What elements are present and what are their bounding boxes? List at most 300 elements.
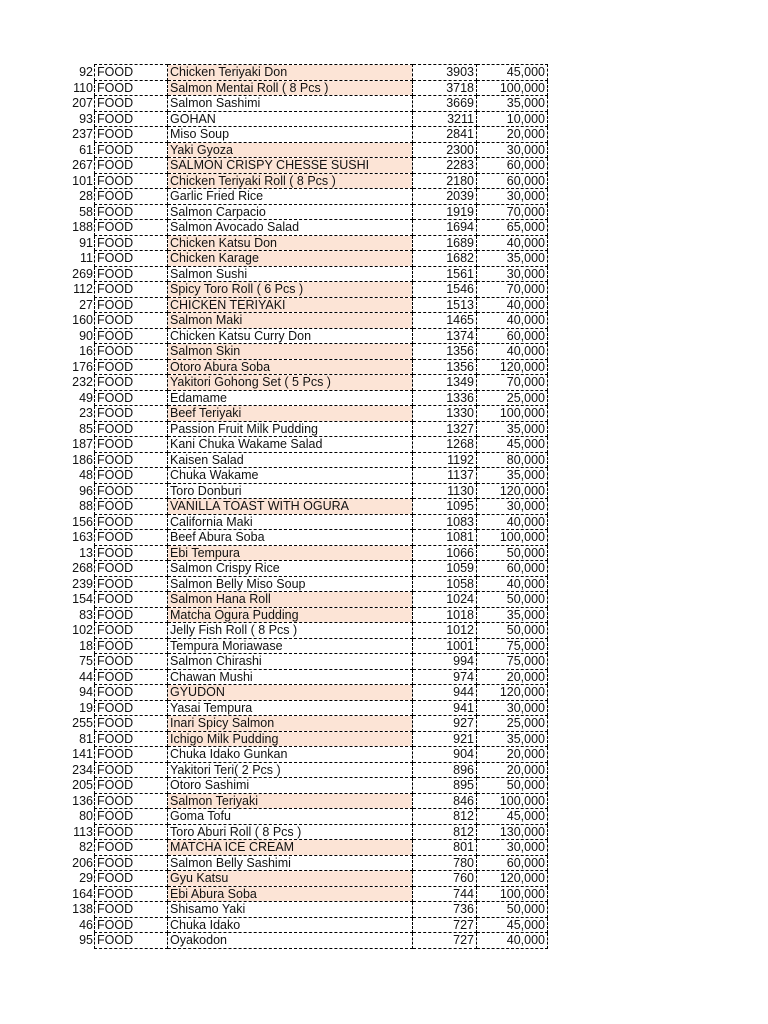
row-id-cell[interactable]: 186: [72, 452, 93, 467]
price-cell[interactable]: 120,000: [477, 359, 548, 375]
price-cell[interactable]: 40,000: [477, 344, 548, 360]
quantity-cell[interactable]: 1083: [413, 514, 477, 530]
price-cell[interactable]: 60,000: [477, 328, 548, 344]
item-name-cell[interactable]: Inari Spicy Salmon: [168, 716, 413, 732]
quantity-cell[interactable]: 1465: [413, 313, 477, 329]
row-id-cell[interactable]: 46: [79, 917, 93, 932]
category-cell[interactable]: FOOD: [95, 514, 168, 530]
spreadsheet: [40, 64, 548, 949]
price-cell[interactable]: 20,000: [477, 669, 548, 685]
row-id-cell[interactable]: 82: [79, 840, 93, 854]
item-name-cell[interactable]: Yakitori Teri( 2 Pcs ): [168, 762, 413, 778]
price-cell[interactable]: 20,000: [477, 762, 548, 778]
row-id-cell[interactable]: 102: [72, 623, 93, 637]
item-name-cell[interactable]: Edamame: [168, 390, 413, 406]
category-cell[interactable]: FOOD: [95, 685, 168, 701]
category-cell[interactable]: FOOD: [95, 251, 168, 267]
row-id-cell[interactable]: 110: [73, 80, 93, 95]
table-body: [40, 65, 548, 949]
item-name-cell[interactable]: GOHAN: [168, 111, 413, 127]
price-cell[interactable]: 75,000: [477, 638, 548, 654]
price-cell[interactable]: 35,000: [477, 251, 548, 267]
category-cell[interactable]: FOOD: [95, 886, 168, 902]
category-cell[interactable]: FOOD: [95, 80, 168, 96]
table-row: [40, 654, 548, 670]
category-cell[interactable]: FOOD: [95, 235, 168, 251]
category-cell[interactable]: FOOD: [95, 499, 168, 515]
row-id-cell[interactable]: 16: [79, 344, 93, 358]
table-row: [40, 483, 548, 499]
quantity-cell[interactable]: 974: [413, 669, 477, 685]
row-id-cell[interactable]: 80: [79, 809, 93, 823]
category-cell[interactable]: FOOD: [95, 452, 168, 468]
quantity-cell[interactable]: 1137: [413, 468, 477, 484]
quantity-cell[interactable]: 1066: [413, 545, 477, 561]
row-id-cell[interactable]: 269: [72, 266, 93, 281]
price-cell[interactable]: 50,000: [477, 902, 548, 918]
quantity-cell[interactable]: 2039: [413, 189, 477, 205]
item-name-cell[interactable]: Ebi Tempura: [168, 545, 413, 561]
table-row: [40, 824, 548, 840]
price-cell[interactable]: 120,000: [477, 685, 548, 701]
category-cell[interactable]: FOOD: [95, 127, 168, 143]
row-id-cell[interactable]: 267: [72, 158, 93, 172]
category-cell[interactable]: FOOD: [95, 933, 168, 949]
category-cell[interactable]: FOOD: [95, 297, 168, 313]
price-cell[interactable]: 60,000: [477, 173, 548, 189]
quantity-cell[interactable]: 1130: [413, 483, 477, 499]
quantity-cell[interactable]: 1330: [413, 406, 477, 422]
item-name-cell[interactable]: Spicy Toro Roll ( 6 Pcs ): [168, 282, 413, 298]
table-row: [40, 251, 548, 267]
price-cell[interactable]: 45,000: [477, 65, 548, 81]
category-cell[interactable]: FOOD: [95, 390, 168, 406]
price-cell[interactable]: 20,000: [477, 747, 548, 763]
price-cell[interactable]: 40,000: [477, 297, 548, 313]
category-cell[interactable]: FOOD: [95, 375, 168, 391]
row-id-cell[interactable]: 232: [72, 375, 93, 389]
price-cell[interactable]: 100,000: [477, 80, 548, 96]
category-cell[interactable]: FOOD: [95, 282, 168, 298]
quantity-cell[interactable]: 896: [413, 762, 477, 778]
category-cell[interactable]: FOOD: [95, 576, 168, 592]
item-name-cell[interactable]: Tempura Moriawase: [168, 638, 413, 654]
quantity-cell[interactable]: 927: [413, 716, 477, 732]
table-row: [40, 886, 548, 902]
quantity-cell[interactable]: 1192: [413, 452, 477, 468]
category-cell[interactable]: FOOD: [95, 638, 168, 654]
category-cell[interactable]: FOOD: [95, 871, 168, 887]
price-cell[interactable]: 35,000: [477, 421, 548, 437]
price-cell[interactable]: 35,000: [477, 731, 548, 747]
item-name-cell[interactable]: Ichigo Milk Pudding: [168, 731, 413, 747]
price-cell[interactable]: 100,000: [477, 406, 548, 422]
item-name-cell[interactable]: Salmon Chirashi: [168, 654, 413, 670]
quantity-cell[interactable]: 1682: [413, 251, 477, 267]
quantity-cell[interactable]: 1349: [413, 375, 477, 391]
quantity-cell[interactable]: 1694: [413, 220, 477, 236]
category-cell[interactable]: FOOD: [95, 669, 168, 685]
row-id-cell[interactable]: 91: [79, 235, 93, 250]
row-id-cell[interactable]: 268: [72, 561, 93, 575]
table-row: [40, 855, 548, 871]
item-name-cell[interactable]: Kani Chuka Wakame Salad: [168, 437, 413, 453]
item-name-cell[interactable]: Yaki Gyoza: [168, 142, 413, 158]
price-cell[interactable]: 120,000: [477, 483, 548, 499]
category-cell[interactable]: FOOD: [95, 266, 168, 282]
category-cell[interactable]: FOOD: [95, 747, 168, 763]
row-id-cell[interactable]: 187: [72, 437, 93, 451]
item-name-cell[interactable]: Chuka Idako Gunkan: [168, 747, 413, 763]
row-id-cell[interactable]: 29: [79, 871, 93, 885]
category-cell[interactable]: FOOD: [95, 793, 168, 809]
row-id-cell[interactable]: 160: [72, 313, 93, 327]
quantity-cell[interactable]: 2180: [413, 173, 477, 189]
table-row: [40, 80, 548, 96]
price-cell[interactable]: 45,000: [477, 437, 548, 453]
price-cell[interactable]: 35,000: [477, 607, 548, 623]
price-cell[interactable]: 40,000: [477, 933, 548, 949]
quantity-cell[interactable]: 1001: [413, 638, 477, 654]
item-name-cell[interactable]: Otoro Abura Soba: [168, 359, 413, 375]
row-id-cell[interactable]: 154: [72, 592, 93, 606]
quantity-cell[interactable]: 1356: [413, 359, 477, 375]
row-id-cell[interactable]: 90: [79, 328, 93, 343]
quantity-cell[interactable]: 1268: [413, 437, 477, 453]
category-cell[interactable]: FOOD: [95, 96, 168, 112]
item-name-cell[interactable]: Salmon Belly Miso Soup: [168, 576, 413, 592]
price-cell[interactable]: 75,000: [477, 654, 548, 670]
quantity-cell[interactable]: 1012: [413, 623, 477, 639]
category-cell[interactable]: FOOD: [95, 607, 168, 623]
price-cell[interactable]: 65,000: [477, 220, 548, 236]
quantity-cell[interactable]: 1058: [413, 576, 477, 592]
item-name-cell[interactable]: Miso Soup: [168, 127, 413, 143]
quantity-cell[interactable]: 812: [413, 824, 477, 840]
row-id-cell[interactable]: 49: [79, 390, 93, 405]
category-cell[interactable]: FOOD: [95, 545, 168, 561]
row-id-cell[interactable]: 93: [79, 111, 93, 126]
category-cell[interactable]: FOOD: [95, 406, 168, 422]
item-name-cell[interactable]: Toro Aburi Roll ( 8 Pcs ): [168, 824, 413, 840]
item-name-cell[interactable]: Salmon Teriyaki: [168, 793, 413, 809]
row-id-cell[interactable]: 255: [72, 716, 93, 730]
item-name-cell[interactable]: Yakitori Gohong Set ( 5 Pcs ): [168, 375, 413, 391]
item-name-cell[interactable]: Salmon Skin: [168, 344, 413, 360]
price-cell[interactable]: 40,000: [477, 235, 548, 251]
category-cell[interactable]: FOOD: [95, 173, 168, 189]
category-cell[interactable]: FOOD: [95, 840, 168, 856]
row-id-cell[interactable]: 85: [79, 421, 93, 436]
item-name-cell[interactable]: Jelly Fish Roll ( 8 Pcs ): [168, 623, 413, 639]
category-cell[interactable]: FOOD: [95, 359, 168, 375]
item-name-cell[interactable]: Chicken Teriyaki Don: [168, 65, 413, 81]
row-id-cell[interactable]: 101: [72, 173, 93, 188]
category-cell[interactable]: FOOD: [95, 220, 168, 236]
item-name-cell[interactable]: SALMON CRISPY CHESSE SUSHI: [168, 158, 413, 174]
item-name-cell[interactable]: Chicken Katsu Don: [168, 235, 413, 251]
quantity-cell[interactable]: 1689: [413, 235, 477, 251]
item-name-cell[interactable]: Chicken Teriyaki Roll ( 8 Pcs ): [168, 173, 413, 189]
row-id-cell[interactable]: 237: [72, 127, 93, 141]
row-id-cell[interactable]: 96: [79, 483, 93, 498]
item-name-cell[interactable]: Salmon Sashimi: [168, 96, 413, 112]
row-id-cell[interactable]: 112: [73, 282, 93, 296]
price-cell[interactable]: 35,000: [477, 96, 548, 112]
row-id-cell[interactable]: 88: [79, 499, 93, 513]
row-id-cell[interactable]: 58: [79, 204, 93, 219]
table-row: [40, 638, 548, 654]
quantity-cell[interactable]: 1513: [413, 297, 477, 313]
row-id-cell[interactable]: 13: [79, 545, 93, 560]
category-cell[interactable]: FOOD: [95, 654, 168, 670]
row-id-cell[interactable]: 75: [79, 654, 93, 668]
quantity-cell[interactable]: 1059: [413, 561, 477, 577]
price-cell[interactable]: 45,000: [477, 809, 548, 825]
item-name-cell[interactable]: Salmon Crispy Rice: [168, 561, 413, 577]
row-id-cell[interactable]: 239: [72, 576, 93, 591]
price-cell[interactable]: 70,000: [477, 375, 548, 391]
price-cell[interactable]: 30,000: [477, 189, 548, 205]
price-cell[interactable]: 30,000: [477, 142, 548, 158]
category-cell[interactable]: FOOD: [95, 731, 168, 747]
item-name-cell[interactable]: VANILLA TOAST WITH OGURA: [168, 499, 413, 515]
item-name-cell[interactable]: Matcha Ogura Pudding: [168, 607, 413, 623]
category-cell[interactable]: FOOD: [95, 483, 168, 499]
item-name-cell[interactable]: Salmon Carpacio: [168, 204, 413, 220]
row-id-cell[interactable]: 141: [72, 747, 93, 761]
category-cell[interactable]: FOOD: [95, 778, 168, 794]
row-id-cell[interactable]: 234: [72, 762, 93, 777]
category-cell[interactable]: FOOD: [95, 623, 168, 639]
category-cell[interactable]: FOOD: [95, 902, 168, 918]
price-cell[interactable]: 40,000: [477, 514, 548, 530]
price-cell[interactable]: 130,000: [477, 824, 548, 840]
item-name-cell[interactable]: Chuka Idako: [168, 917, 413, 933]
category-cell[interactable]: FOOD: [95, 700, 168, 716]
category-cell[interactable]: FOOD: [95, 142, 168, 158]
category-cell[interactable]: FOOD: [95, 809, 168, 825]
quantity-cell[interactable]: 3211: [413, 111, 477, 127]
quantity-cell[interactable]: 1024: [413, 592, 477, 608]
price-cell[interactable]: 50,000: [477, 592, 548, 608]
price-cell[interactable]: 70,000: [477, 282, 548, 298]
quantity-cell[interactable]: 2841: [413, 127, 477, 143]
price-cell[interactable]: 100,000: [477, 530, 548, 546]
quantity-cell[interactable]: 727: [413, 917, 477, 933]
quantity-cell[interactable]: 3669: [413, 96, 477, 112]
row-id-cell[interactable]: 207: [72, 96, 93, 110]
item-name-cell[interactable]: Salmon Sushi: [168, 266, 413, 282]
item-name-cell[interactable]: Chicken Katsu Curry Don: [168, 328, 413, 344]
category-cell[interactable]: FOOD: [95, 561, 168, 577]
item-name-cell[interactable]: Beef Teriyaki: [168, 406, 413, 422]
item-name-cell[interactable]: Beef Abura Soba: [168, 530, 413, 546]
price-cell[interactable]: 20,000: [477, 127, 548, 143]
quantity-cell[interactable]: 1919: [413, 204, 477, 220]
item-name-cell[interactable]: Chicken Karage: [168, 251, 413, 267]
category-cell[interactable]: FOOD: [95, 437, 168, 453]
category-cell[interactable]: FOOD: [95, 421, 168, 437]
item-name-cell[interactable]: Ebi Abura Soba: [168, 886, 413, 902]
quantity-cell[interactable]: 1081: [413, 530, 477, 546]
quantity-cell[interactable]: 1561: [413, 266, 477, 282]
quantity-cell[interactable]: 904: [413, 747, 477, 763]
price-cell[interactable]: 100,000: [477, 886, 548, 902]
quantity-cell[interactable]: 941: [413, 700, 477, 716]
item-name-cell[interactable]: Chawan Mushi: [168, 669, 413, 685]
quantity-cell[interactable]: 944: [413, 685, 477, 701]
row-id-cell[interactable]: 94: [79, 685, 93, 699]
row-id-cell[interactable]: 11: [80, 251, 93, 265]
item-name-cell[interactable]: CHICKEN TERIYAKI: [168, 297, 413, 313]
category-cell[interactable]: FOOD: [95, 158, 168, 174]
price-cell[interactable]: 10,000: [477, 111, 548, 127]
quantity-cell[interactable]: 727: [413, 933, 477, 949]
item-name-cell[interactable]: Salmon Maki: [168, 313, 413, 329]
category-cell[interactable]: FOOD: [95, 762, 168, 778]
category-cell[interactable]: FOOD: [95, 111, 168, 127]
price-cell[interactable]: 25,000: [477, 716, 548, 732]
row-id-cell[interactable]: 48: [79, 468, 93, 482]
item-name-cell[interactable]: Toro Donburi: [168, 483, 413, 499]
row-id-cell[interactable]: 28: [79, 189, 93, 203]
price-cell[interactable]: 40,000: [477, 576, 548, 592]
quantity-cell[interactable]: 801: [413, 840, 477, 856]
row-id-cell[interactable]: 44: [79, 669, 93, 684]
quantity-cell[interactable]: 1374: [413, 328, 477, 344]
table-row: [40, 220, 548, 236]
item-name-cell[interactable]: Kaisen Salad: [168, 452, 413, 468]
row-id-cell[interactable]: 138: [72, 902, 93, 916]
row-id-cell[interactable]: 61: [79, 142, 93, 157]
item-name-cell[interactable]: Oyakodon: [168, 933, 413, 949]
quantity-cell[interactable]: 994: [413, 654, 477, 670]
item-name-cell[interactable]: Goma Tofu: [168, 809, 413, 825]
row-id-cell[interactable]: 156: [72, 514, 93, 529]
price-cell[interactable]: 45,000: [477, 917, 548, 933]
category-cell[interactable]: FOOD: [95, 204, 168, 220]
item-name-cell[interactable]: Salmon Mentai Roll ( 8 Pcs ): [168, 80, 413, 96]
row-id-cell[interactable]: 188: [72, 220, 93, 234]
price-cell[interactable]: 30,000: [477, 840, 548, 856]
quantity-cell[interactable]: 1018: [413, 607, 477, 623]
row-id-cell[interactable]: 18: [79, 638, 93, 653]
price-cell[interactable]: 30,000: [477, 499, 548, 515]
table-row: [40, 545, 548, 561]
category-cell[interactable]: FOOD: [95, 328, 168, 344]
quantity-cell[interactable]: 846: [413, 793, 477, 809]
category-cell[interactable]: FOOD: [95, 189, 168, 205]
row-id-cell[interactable]: 164: [72, 886, 93, 901]
quantity-cell[interactable]: 895: [413, 778, 477, 794]
row-id-cell[interactable]: 23: [79, 406, 93, 420]
row-id-cell[interactable]: 176: [72, 359, 93, 374]
quantity-cell[interactable]: 744: [413, 886, 477, 902]
table-row: [40, 793, 548, 809]
category-cell[interactable]: FOOD: [95, 716, 168, 732]
item-name-cell[interactable]: MATCHA ICE CREAM: [168, 840, 413, 856]
price-cell[interactable]: 100,000: [477, 793, 548, 809]
price-cell[interactable]: 60,000: [477, 158, 548, 174]
price-cell[interactable]: 50,000: [477, 545, 548, 561]
price-cell[interactable]: 70,000: [477, 204, 548, 220]
category-cell[interactable]: FOOD: [95, 855, 168, 871]
category-cell[interactable]: FOOD: [95, 917, 168, 933]
price-cell[interactable]: 40,000: [477, 313, 548, 329]
row-id-cell[interactable]: 92: [79, 65, 93, 79]
item-name-cell[interactable]: Otoro Sashimi: [168, 778, 413, 794]
item-name-cell[interactable]: Salmon Belly Sashimi: [168, 855, 413, 871]
category-cell[interactable]: FOOD: [95, 313, 168, 329]
quantity-cell[interactable]: 1356: [413, 344, 477, 360]
quantity-cell[interactable]: 921: [413, 731, 477, 747]
table-row: [40, 669, 548, 685]
row-id-cell[interactable]: 27: [79, 297, 93, 312]
price-cell[interactable]: 50,000: [477, 778, 548, 794]
item-name-cell[interactable]: Passion Fruit Milk Pudding: [168, 421, 413, 437]
price-cell[interactable]: 60,000: [477, 855, 548, 871]
price-cell[interactable]: 25,000: [477, 390, 548, 406]
category-cell[interactable]: FOOD: [95, 530, 168, 546]
quantity-cell[interactable]: 736: [413, 902, 477, 918]
item-name-cell[interactable]: Salmon Hana Roll: [168, 592, 413, 608]
row-id-cell[interactable]: 19: [79, 700, 93, 715]
row-id-cell[interactable]: 136: [72, 793, 93, 808]
row-id-cell[interactable]: 81: [79, 731, 93, 746]
category-cell[interactable]: FOOD: [95, 824, 168, 840]
price-cell[interactable]: 30,000: [477, 266, 548, 282]
quantity-cell[interactable]: 3903: [413, 65, 477, 81]
category-cell[interactable]: FOOD: [95, 344, 168, 360]
price-cell[interactable]: 35,000: [477, 468, 548, 484]
quantity-cell[interactable]: 1336: [413, 390, 477, 406]
price-cell[interactable]: 50,000: [477, 623, 548, 639]
category-cell[interactable]: FOOD: [95, 65, 168, 81]
item-name-cell[interactable]: Gyu Katsu: [168, 871, 413, 887]
row-id-cell[interactable]: 163: [72, 530, 93, 544]
item-name-cell[interactable]: Garlic Fried Rice: [168, 189, 413, 205]
quantity-cell[interactable]: 2283: [413, 158, 477, 174]
item-name-cell[interactable]: Salmon Avocado Salad: [168, 220, 413, 236]
price-cell[interactable]: 30,000: [477, 700, 548, 716]
quantity-cell[interactable]: 1095: [413, 499, 477, 515]
item-name-cell[interactable]: GYUDON: [168, 685, 413, 701]
price-cell[interactable]: 120,000: [477, 871, 548, 887]
price-cell[interactable]: 80,000: [477, 452, 548, 468]
quantity-cell[interactable]: 1327: [413, 421, 477, 437]
quantity-cell[interactable]: 812: [413, 809, 477, 825]
category-cell[interactable]: FOOD: [95, 592, 168, 608]
row-id-cell[interactable]: 95: [79, 933, 93, 947]
quantity-cell[interactable]: 2300: [413, 142, 477, 158]
row-id-cell[interactable]: 205: [72, 778, 93, 792]
item-name-cell[interactable]: Shisamo Yaki: [168, 902, 413, 918]
item-name-cell[interactable]: Chuka Wakame: [168, 468, 413, 484]
row-id-cell[interactable]: 113: [73, 824, 93, 839]
table-row: [40, 266, 548, 282]
item-name-cell[interactable]: California Maki: [168, 514, 413, 530]
category-cell[interactable]: FOOD: [95, 468, 168, 484]
row-id-cell[interactable]: 83: [79, 607, 93, 622]
item-name-cell[interactable]: Yasai Tempura: [168, 700, 413, 716]
quantity-cell[interactable]: 760: [413, 871, 477, 887]
quantity-cell[interactable]: 3718: [413, 80, 477, 96]
quantity-cell[interactable]: 780: [413, 855, 477, 871]
price-cell[interactable]: 60,000: [477, 561, 548, 577]
quantity-cell[interactable]: 1546: [413, 282, 477, 298]
row-id-cell[interactable]: 206: [72, 855, 93, 870]
